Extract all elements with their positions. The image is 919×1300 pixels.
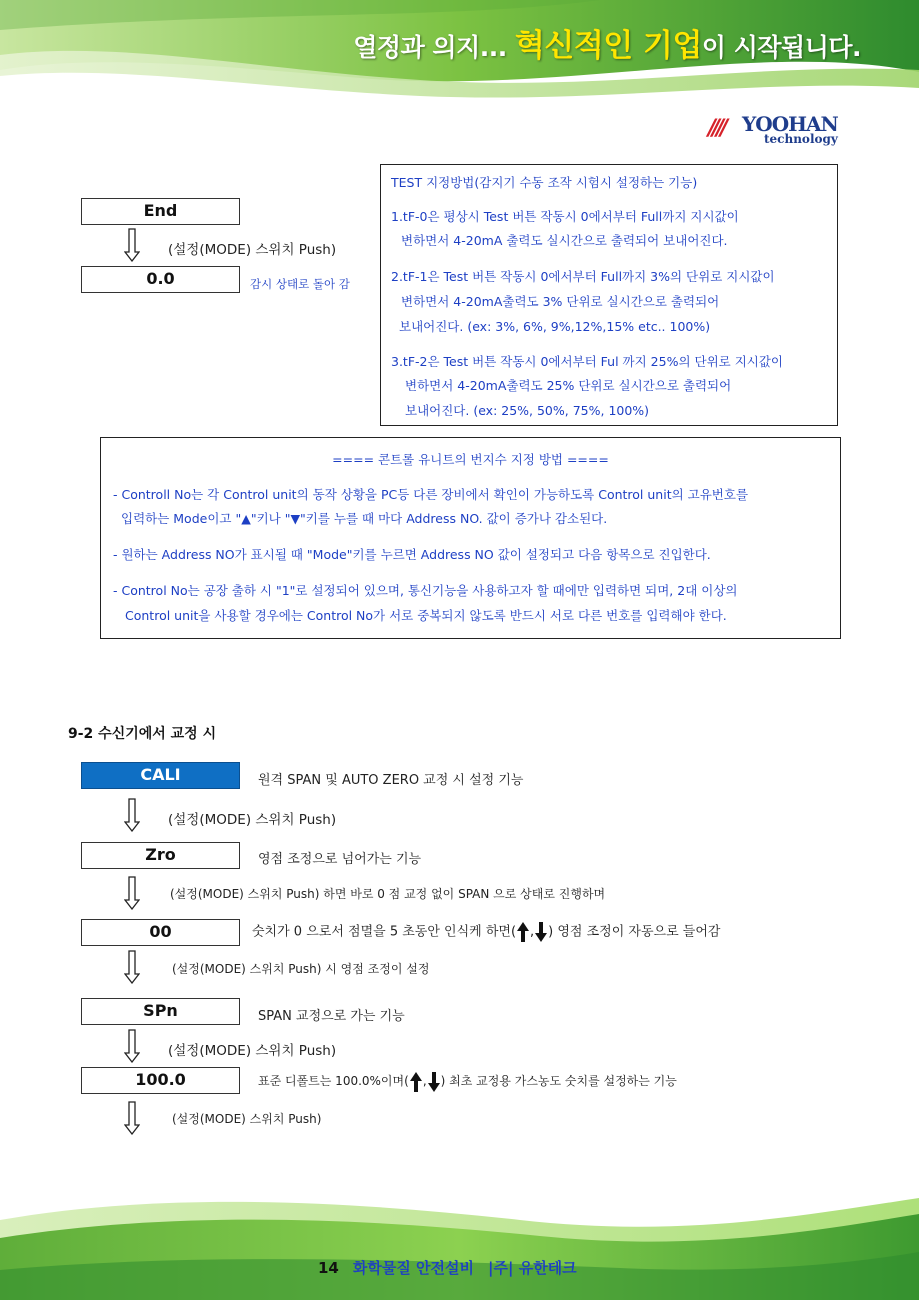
mode-push-label: (설정(MODE) 스위치 Push) [168,1043,337,1059]
footer-banner [0,1190,919,1300]
address-method-box [100,437,841,639]
section-title: 9-2 수신기에서 교정 시 [68,726,217,742]
test-item1-line2: 변하면서 4-20mA 출력도 실시간으로 출력되어 보내어진다. [401,233,728,248]
address-p2-line1: - 원하는 Address NO가 표시될 때 "Mode"키를 누르면 Address NO 값이 설정되고 다음 항목으로 진입한다. [113,547,711,562]
company-logo [708,112,850,148]
address-p3-line1: - Control No는 공장 출하 시 "1"로 설정되어 있으며, 통신기능을 사용하고자 할 때에만 입력하면 되며, 2대 이상의 [113,583,738,598]
up-arrow-icon [516,921,530,943]
slogan-pre: 열정과 의지... [353,33,515,62]
down-arrow-icon [427,1071,441,1093]
down-arrow-outline-icon [124,950,140,984]
logo-sub: technology [764,132,838,146]
header-slogan [353,20,861,65]
down-arrow-outline-icon [124,228,140,262]
cali-display: CALI [81,762,240,789]
zro-display: Zro [81,842,240,869]
cali-note: 원격 SPAN 및 AUTO ZERO 교정 시 설정 기능 [258,773,524,788]
zro-note: 영점 조정으로 넘어가는 기능 [258,852,422,867]
test-title: TEST 지정방법(감지기 수동 조작 시험시 설정하는 기능) [391,175,698,190]
mode-push-label: (설정(MODE) 스위치 Push) [168,812,337,828]
double-zero-display: 00 [81,919,240,946]
down-arrow-outline-icon [124,876,140,910]
address-p3-line2: Control unit을 사용할 경우에는 Control No가 서로 중복되지 않도록 반드시 서로 다른 번호를 입력해야 한다. [125,608,727,623]
down-arrow-outline-icon [124,798,140,832]
return-note: 감시 상태로 돌아 감 [250,277,350,291]
double-zero-note [252,921,720,944]
slogan-highlight: 혁신적인 기업 [514,28,702,64]
down-arrow-outline-icon [124,1101,140,1135]
test-item3-line1: 3.tF-2은 Test 버튼 작동시 0에서부터 Ful 까지 25%의 단위로 지시값이 [391,354,783,369]
test-item1-line1: 1.tF-0은 평상시 Test 버튼 작동시 0에서부터 Full까지 지시값이 [391,209,739,224]
mode-push-label: (설정(MODE) 스위치 Push) 하면 바로 0 점 교정 없이 SPAN 으로 상태로 진행하며 [170,887,606,901]
zero-display: 0.0 [81,266,240,293]
end-display: End [81,198,240,225]
down-arrow-icon [534,921,548,943]
test-item3-line2: 변하면서 4-20mA출력도 25% 단위로 실시간으로 출력되어 [405,378,732,393]
double-zero-note-pre: 숫치가 0 으로서 점멸을 5 초동안 인식케 하면( [252,924,517,940]
up-arrow-icon [409,1071,423,1093]
test-item2-line1: 2.tF-1은 Test 버튼 작동시 0에서부터 Full까지 3%의 단위로 지시값이 [391,269,775,284]
address-p1-line2: 입력하는 Mode이고 "▲"키나 "▼"키를 누를 때 마다 Address NO. 값이 증가나 감소된다. [121,511,608,526]
header-banner [0,0,919,100]
mode-push-label: (설정(MODE) 스위치 Push) [168,242,337,258]
logo-brand: YOOHAN [742,112,838,136]
spn-display: SPn [81,998,240,1025]
hundred-note [258,1070,677,1093]
hundred-note-post: ) 최초 교정용 가스농도 숫치를 설정하는 기능 [440,1074,677,1088]
slogan-post: 이 시작됩니다. [701,33,861,62]
mode-push-label: (설정(MODE) 스위치 Push) 시 영점 조정이 설정 [172,962,430,976]
footer-company: |주| 유한테크 [488,1259,577,1277]
test-item2-line3: 보내어진다. (ex: 3%, 6%, 9%,12%,15% etc.. 100%) [399,319,711,334]
hundred-display: 100.0 [81,1067,240,1094]
footer-text [318,1257,577,1278]
mode-push-label: (설정(MODE) 스위치 Push) [172,1112,322,1126]
page-number: 14 [318,1259,339,1277]
logo-slash-mark-icon: //// [708,116,725,141]
spn-note: SPAN 교정으로 가는 기능 [258,1009,405,1024]
down-arrow-outline-icon [124,1029,140,1063]
test-item2-line2: 변하면서 4-20mA출력도 3% 단위로 실시간으로 출력되어 [401,294,720,309]
address-p1-line1: - Controll No는 각 Control unit의 동작 상황을 PC등 다른 장비에서 확인이 가능하도록 Control unit의 고유번호를 [113,487,749,502]
address-title: ==== 콘트롤 유니트의 번지수 지정 방법 ==== [332,452,609,467]
double-zero-note-sep: , [530,924,535,940]
footer-wave-graphic [0,1190,919,1300]
test-item3-line3: 보내어진다. (ex: 25%, 50%, 75%, 100%) [405,403,650,418]
hundred-note-pre: 표준 디폴트는 100.0%이며( [258,1074,409,1088]
footer-category: 화학물질 안전설비 [352,1259,475,1277]
hundred-note-sep: , [422,1074,427,1088]
test-method-box [380,164,838,426]
double-zero-note-post: ) 영점 조정이 자동으로 들어감 [548,924,721,940]
